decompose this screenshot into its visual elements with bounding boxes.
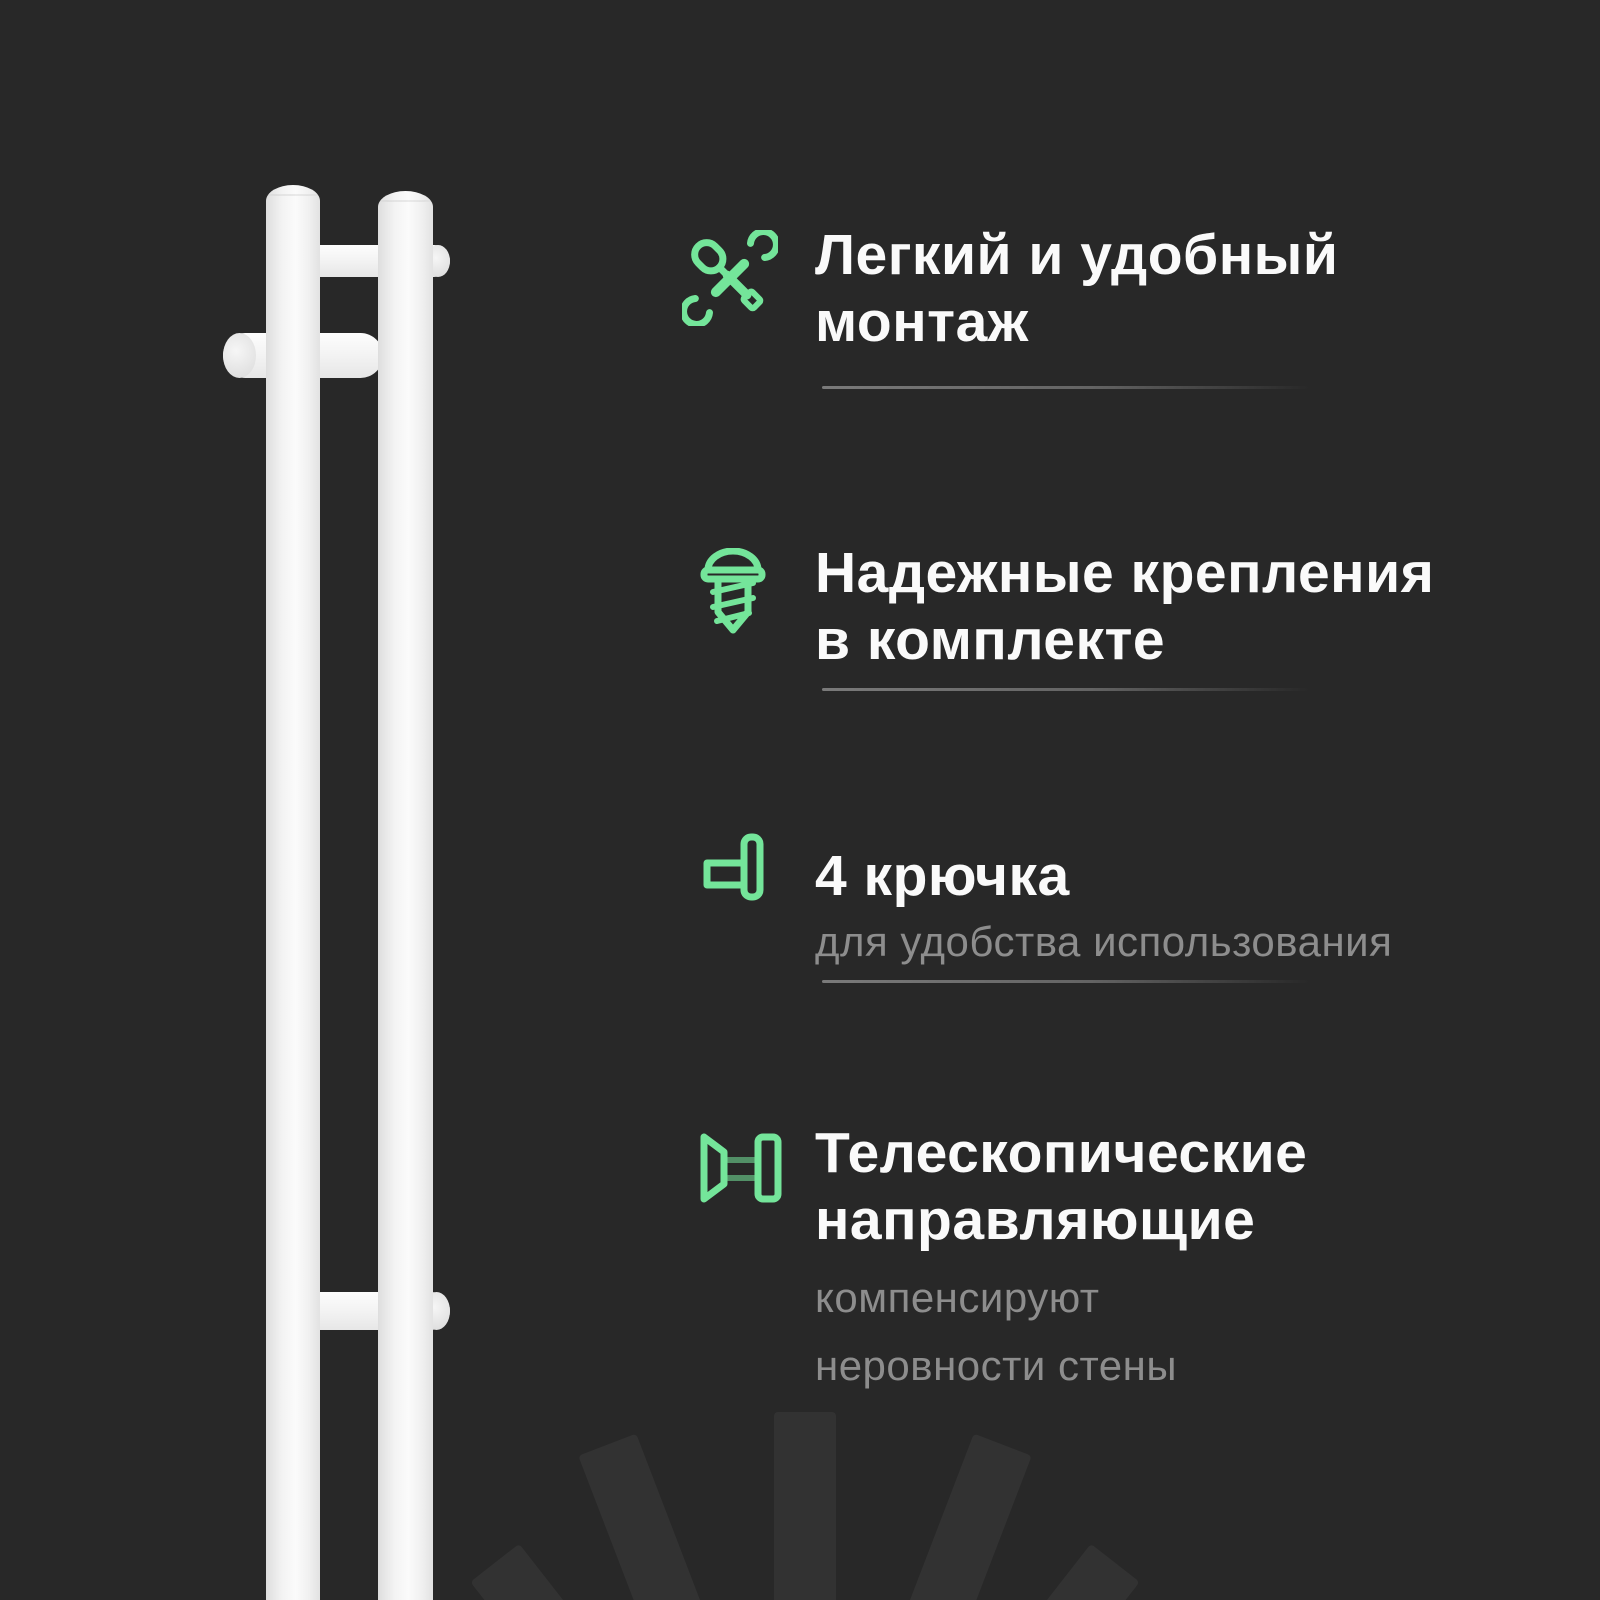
feature-fasteners-included [815, 540, 1434, 674]
hook-icon [700, 833, 764, 901]
feature-easy-install [815, 222, 1338, 356]
feature-title-line: Телескопические [815, 1121, 1308, 1185]
tube-right [378, 191, 433, 1600]
feature-subtitle-line: компенсируют [815, 1274, 1100, 1321]
tube-top-seam [380, 200, 431, 202]
tube-top-seam [268, 194, 318, 196]
feature-title-line: 4 крючка [815, 844, 1070, 908]
hook-cap [223, 333, 256, 378]
feature-subtitle-line: для удобства использования [815, 918, 1393, 965]
feature-telescopic-rails [815, 1120, 1307, 1390]
feature-title-line: Легкий и удобный [815, 223, 1339, 287]
telescopic-mount-icon [698, 1132, 782, 1204]
screw-icon [694, 548, 772, 640]
feature-title-line: направляющие [815, 1188, 1256, 1252]
wrench-screwdriver-icon [682, 230, 778, 326]
divider [822, 386, 1310, 389]
feature-four-hooks [815, 843, 1392, 966]
feature-subtitle-line: неровности стены [815, 1342, 1178, 1389]
divider [822, 980, 1310, 983]
divider [822, 688, 1310, 691]
feature-title-line: Надежные крепления [815, 541, 1435, 605]
feature-title-line: в комплекте [815, 608, 1166, 672]
tube-left [266, 185, 320, 1600]
feature-title-line: монтаж [815, 290, 1029, 354]
